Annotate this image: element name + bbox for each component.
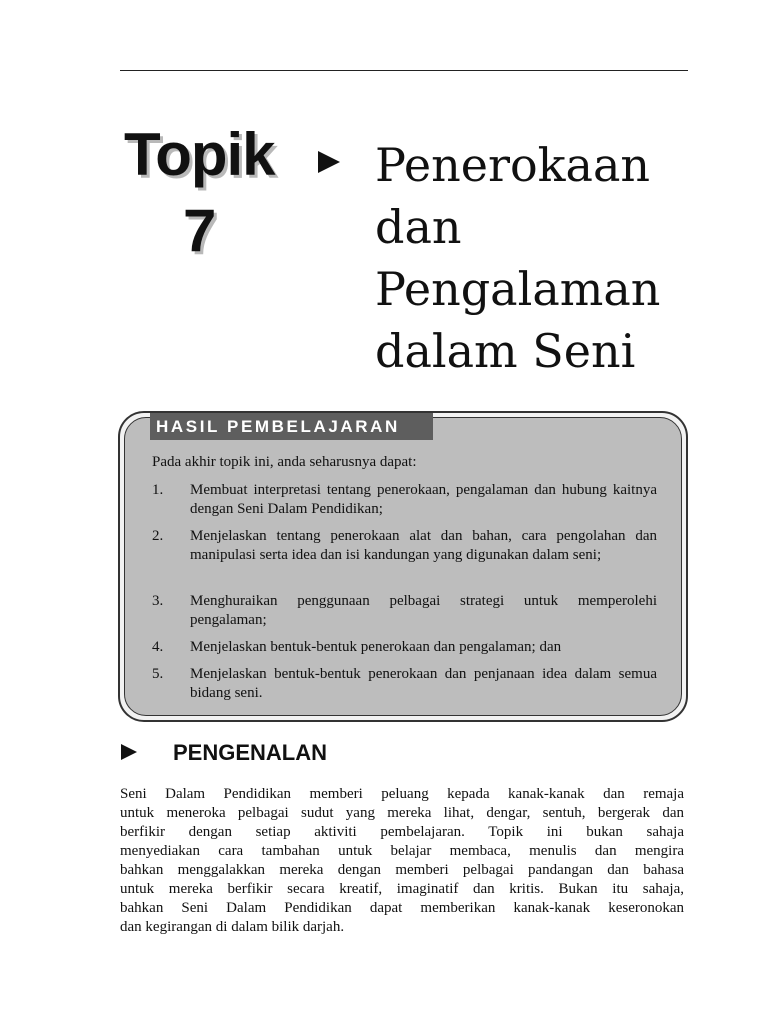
learning-outcome-number: 3.: [152, 593, 164, 609]
learning-outcomes-heading: HASIL PEMBELAJARAN: [150, 413, 433, 440]
paragraph-line: berfikir dengan setiap aktiviti pembelajaran. Topik ini bukan sahaja: [120, 824, 684, 840]
topic-number: 7: [183, 197, 216, 264]
chapter-title-line: Penerokaan: [375, 138, 650, 192]
chapter-title-line: dan: [375, 200, 462, 254]
paragraph-line: dan kegirangan di dalam bilik darjah.: [120, 919, 345, 935]
chapter-title-line: dalam Seni: [375, 324, 636, 378]
learning-outcome-number: 1.: [152, 482, 164, 498]
paragraph-line: Seni Dalam Pendidikan memberi peluang kepada kanak-kanak dan remaja: [120, 786, 684, 802]
learning-outcome-text: Menghuraikan penggunaan pelbagai strategi untuk memperolehi pengalaman;: [190, 593, 657, 628]
play-arrow-icon: [318, 151, 340, 173]
learning-outcome-number: 2.: [152, 528, 164, 544]
chapter-title: [375, 134, 675, 382]
learning-outcome-number: 4.: [152, 639, 164, 655]
paragraph-line: bahkan Seni Dalam Pendidikan dapat memberikan kanak-kanak keseronokan: [120, 900, 684, 916]
introduction-paragraph: [120, 785, 684, 937]
section-arrow-icon: [121, 744, 137, 760]
learning-outcome-text: Menjelaskan bentuk-bentuk penerokaan dan pengalaman; dan: [190, 639, 562, 655]
header-rule: [120, 70, 688, 71]
topic-label: Topik: [124, 121, 275, 188]
paragraph-line: untuk mereka berfikir secara kreatif, imaginatif dan kritis. Bukan itu sahaja,: [120, 881, 684, 897]
learning-outcomes-intro: Pada akhir topik ini, anda seharusnya dapat:: [152, 454, 417, 470]
section-heading: PENGENALAN: [173, 740, 328, 765]
paragraph-line: menyediakan cara tambahan untuk belajar membaca, menulis dan mengira: [120, 843, 684, 859]
paragraph-line: bahkan menggalakkan mereka dengan memberi pelbagai pandangan dan bahasa: [120, 862, 684, 878]
learning-outcome-number: 5.: [152, 666, 164, 682]
paragraph-line: untuk meneroka pelbagai sudut yang mereka lihat, dengar, sentuh, bergerak dan: [120, 805, 684, 821]
chapter-title-line: Pengalaman: [375, 262, 661, 316]
learning-outcome-text: Menjelaskan tentang penerokaan alat dan bahan, cara pengolahan dan manipulasi serta idea dan isi kandungan yang digunakan dalam seni;: [190, 528, 657, 563]
learning-outcome-text: Menjelaskan bentuk-bentuk penerokaan dan penjanaan idea dalam semua bidang seni.: [190, 666, 657, 701]
learning-outcome-text: Membuat interpretasi tentang penerokaan, pengalaman dan hubung kaitnya dengan Seni Dalam Pendidikan;: [190, 482, 657, 517]
